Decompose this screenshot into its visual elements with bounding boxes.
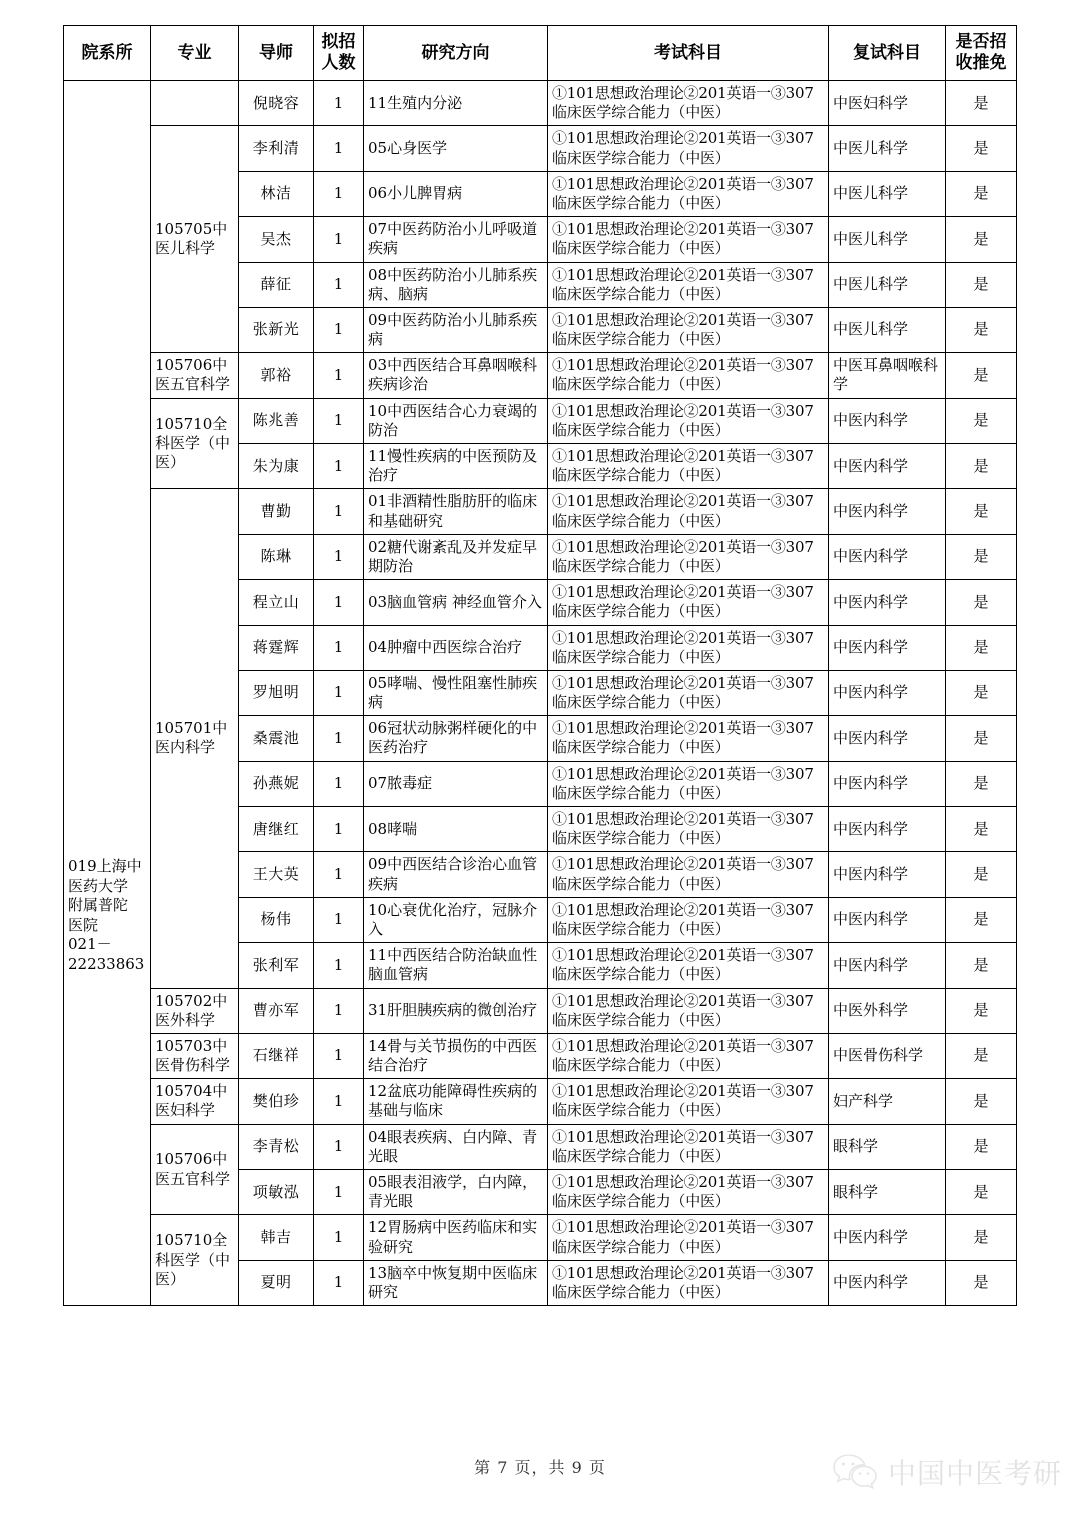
cell-advisor: 王大英	[239, 852, 314, 897]
cell-retest-subject: 中医内科学	[829, 761, 946, 806]
cell-advisor: 夏明	[239, 1260, 314, 1305]
table-row	[64, 353, 1017, 398]
cell-quota: 1	[314, 1033, 364, 1078]
table-header-row	[64, 26, 1017, 81]
cell-recommend-flag: 是	[946, 307, 1017, 352]
cell-recommend-flag: 是	[946, 807, 1017, 852]
cell-research-direction: 31肝胆胰疾病的微创治疗	[364, 988, 548, 1033]
table-row	[64, 988, 1017, 1033]
cell-recommend-flag: 是	[946, 1260, 1017, 1305]
cell-retest-subject: 中医儿科学	[829, 262, 946, 307]
cell-recommend-flag: 是	[946, 1170, 1017, 1215]
cell-advisor: 唐继红	[239, 807, 314, 852]
dept-spacer	[68, 412, 146, 857]
cell-exam-subjects: ①101思想政治理论②201英语一③307临床医学综合能力（中医）	[548, 1033, 829, 1078]
cell-exam-subjects: ①101思想政治理论②201英语一③307临床医学综合能力（中医）	[548, 262, 829, 307]
cell-retest-subject: 眼科学	[829, 1170, 946, 1215]
cell-recommend-flag: 是	[946, 897, 1017, 942]
cell-advisor: 蒋霆辉	[239, 625, 314, 670]
admissions-table-container	[63, 25, 1016, 1306]
cell-advisor: 李利清	[239, 126, 314, 171]
cell-department	[64, 81, 151, 1306]
cell-advisor: 曹勤	[239, 489, 314, 534]
cell-recommend-flag: 是	[946, 761, 1017, 806]
cell-recommend-flag: 是	[946, 670, 1017, 715]
cell-exam-subjects: ①101思想政治理论②201英语一③307临床医学综合能力（中医）	[548, 1260, 829, 1305]
cell-retest-subject: 中医内科学	[829, 897, 946, 942]
cell-retest-subject: 中医内科学	[829, 489, 946, 534]
cell-research-direction: 11生殖内分泌	[364, 81, 548, 126]
column-header-recommend-line1: 是否招	[955, 32, 1007, 53]
table-row	[64, 126, 1017, 171]
cell-advisor: 曹亦军	[239, 988, 314, 1033]
cell-major: 105706中医五官科学	[151, 353, 239, 398]
cell-retest-subject: 中医儿科学	[829, 171, 946, 216]
cell-retest-subject: 中医内科学	[829, 1260, 946, 1305]
cell-quota: 1	[314, 1170, 364, 1215]
cell-research-direction: 09中医药防治小儿肺系疾病	[364, 307, 548, 352]
cell-exam-subjects: ①101思想政治理论②201英语一③307临床医学综合能力（中医）	[548, 670, 829, 715]
cell-retest-subject: 中医骨伤科学	[829, 1033, 946, 1078]
cell-recommend-flag: 是	[946, 489, 1017, 534]
cell-advisor: 林洁	[239, 171, 314, 216]
cell-retest-subject: 中医内科学	[829, 1215, 946, 1260]
cell-advisor: 张利军	[239, 943, 314, 988]
cell-recommend-flag: 是	[946, 262, 1017, 307]
cell-advisor: 石继祥	[239, 1033, 314, 1078]
cell-quota: 1	[314, 1260, 364, 1305]
cell-retest-subject: 中医耳鼻咽喉科学	[829, 353, 946, 398]
column-header-recommend	[946, 26, 1017, 81]
cell-exam-subjects: ①101思想政治理论②201英语一③307临床医学综合能力（中医）	[548, 988, 829, 1033]
cell-recommend-flag: 是	[946, 81, 1017, 126]
cell-advisor: 朱为康	[239, 444, 314, 489]
cell-retest-subject: 中医内科学	[829, 670, 946, 715]
cell-recommend-flag: 是	[946, 716, 1017, 761]
cell-advisor: 程立山	[239, 580, 314, 625]
admissions-catalog-table	[63, 25, 1017, 1306]
watermark	[832, 1452, 1062, 1492]
cell-retest-subject: 中医内科学	[829, 580, 946, 625]
cell-quota: 1	[314, 398, 364, 443]
cell-quota: 1	[314, 625, 364, 670]
cell-advisor: 倪晓容	[239, 81, 314, 126]
cell-advisor: 吴杰	[239, 217, 314, 262]
cell-advisor: 项敏泓	[239, 1170, 314, 1215]
cell-research-direction: 04肿瘤中西医综合治疗	[364, 625, 548, 670]
cell-exam-subjects: ①101思想政治理论②201英语一③307临床医学综合能力（中医）	[548, 580, 829, 625]
column-header-retest-subjects: 复试科目	[829, 26, 946, 81]
cell-research-direction: 10心衰优化治疗，冠脉介入	[364, 897, 548, 942]
cell-research-direction: 12胃肠病中医药临床和实验研究	[364, 1215, 548, 1260]
cell-quota: 1	[314, 807, 364, 852]
cell-recommend-flag: 是	[946, 943, 1017, 988]
cell-advisor: 罗旭明	[239, 670, 314, 715]
column-header-exam-subjects: 考试科目	[548, 26, 829, 81]
cell-major: 105706中医五官科学	[151, 1124, 239, 1215]
cell-research-direction: 07脓毒症	[364, 761, 548, 806]
cell-advisor: 张新光	[239, 307, 314, 352]
cell-exam-subjects: ①101思想政治理论②201英语一③307临床医学综合能力（中医）	[548, 444, 829, 489]
cell-retest-subject: 妇产科学	[829, 1079, 946, 1124]
cell-research-direction: 11慢性疾病的中医预防及治疗	[364, 444, 548, 489]
cell-research-direction: 09中西医结合诊治心血管疾病	[364, 852, 548, 897]
cell-research-direction: 05哮喘、慢性阻塞性肺疾病	[364, 670, 548, 715]
department-name-line: 附属普陀	[68, 896, 129, 915]
cell-advisor: 孙燕妮	[239, 761, 314, 806]
cell-major: 105703中医骨伤科学	[151, 1033, 239, 1078]
cell-advisor: 薛征	[239, 262, 314, 307]
cell-advisor: 陈琳	[239, 534, 314, 579]
cell-retest-subject: 中医儿科学	[829, 217, 946, 262]
cell-quota: 1	[314, 988, 364, 1033]
watermark-text: 中国中医考研	[887, 1457, 1062, 1490]
cell-major: 105702中医外科学	[151, 988, 239, 1033]
cell-exam-subjects: ①101思想政治理论②201英语一③307临床医学综合能力（中医）	[548, 353, 829, 398]
column-header-quota-line1: 拟招	[321, 32, 356, 53]
cell-research-direction: 01非酒精性脂肪肝的临床和基础研究	[364, 489, 548, 534]
table-row	[64, 1215, 1017, 1260]
cell-recommend-flag: 是	[946, 126, 1017, 171]
column-header-research-direction: 研究方向	[364, 26, 548, 81]
cell-research-direction: 04眼表疾病、白内障、青光眼	[364, 1124, 548, 1169]
cell-quota: 1	[314, 897, 364, 942]
department-name	[68, 857, 146, 974]
cell-major: 105710全科医学（中医）	[151, 398, 239, 489]
cell-exam-subjects: ①101思想政治理论②201英语一③307临床医学综合能力（中医）	[548, 1215, 829, 1260]
table-row	[64, 398, 1017, 443]
cell-research-direction: 13脑卒中恢复期中医临床研究	[364, 1260, 548, 1305]
cell-exam-subjects: ①101思想政治理论②201英语一③307临床医学综合能力（中医）	[548, 1124, 829, 1169]
cell-advisor: 韩吉	[239, 1215, 314, 1260]
cell-research-direction: 02糖代谢紊乱及并发症早期防治	[364, 534, 548, 579]
cell-advisor: 李青松	[239, 1124, 314, 1169]
cell-exam-subjects: ①101思想政治理论②201英语一③307临床医学综合能力（中医）	[548, 534, 829, 579]
cell-exam-subjects: ①101思想政治理论②201英语一③307临床医学综合能力（中医）	[548, 897, 829, 942]
cell-exam-subjects: ①101思想政治理论②201英语一③307临床医学综合能力（中医）	[548, 307, 829, 352]
cell-research-direction: 14骨与关节损伤的中西医结合治疗	[364, 1033, 548, 1078]
cell-exam-subjects: ①101思想政治理论②201英语一③307临床医学综合能力（中医）	[548, 852, 829, 897]
department-name-line: 22233863	[68, 954, 145, 973]
cell-retest-subject: 中医妇科学	[829, 81, 946, 126]
cell-recommend-flag: 是	[946, 1079, 1017, 1124]
cell-recommend-flag: 是	[946, 353, 1017, 398]
cell-retest-subject: 中医内科学	[829, 807, 946, 852]
cell-exam-subjects: ①101思想政治理论②201英语一③307临床医学综合能力（中医）	[548, 81, 829, 126]
cell-advisor: 桑震池	[239, 716, 314, 761]
cell-exam-subjects: ①101思想政治理论②201英语一③307临床医学综合能力（中医）	[548, 1170, 829, 1215]
cell-recommend-flag: 是	[946, 1215, 1017, 1260]
cell-recommend-flag: 是	[946, 1124, 1017, 1169]
cell-major	[151, 81, 239, 126]
cell-retest-subject: 中医外科学	[829, 988, 946, 1033]
cell-retest-subject: 中医儿科学	[829, 126, 946, 171]
cell-quota: 1	[314, 580, 364, 625]
cell-research-direction: 11中西医结合防治缺血性脑血管病	[364, 943, 548, 988]
column-header-advisor: 导师	[239, 26, 314, 81]
table-row	[64, 81, 1017, 126]
department-name-line: 019上海中	[68, 857, 142, 876]
cell-recommend-flag: 是	[946, 988, 1017, 1033]
cell-exam-subjects: ①101思想政治理论②201英语一③307临床医学综合能力（中医）	[548, 398, 829, 443]
table-row	[64, 1079, 1017, 1124]
cell-research-direction: 08中医药防治小儿肺系疾病、脑病	[364, 262, 548, 307]
cell-retest-subject: 眼科学	[829, 1124, 946, 1169]
cell-major: 105710全科医学（中医）	[151, 1215, 239, 1306]
column-header-quota	[314, 26, 364, 81]
cell-quota: 1	[314, 943, 364, 988]
cell-quota: 1	[314, 171, 364, 216]
cell-quota: 1	[314, 670, 364, 715]
cell-retest-subject: 中医儿科学	[829, 307, 946, 352]
cell-quota: 1	[314, 307, 364, 352]
table-row	[64, 1124, 1017, 1169]
cell-recommend-flag: 是	[946, 580, 1017, 625]
table-row	[64, 1033, 1017, 1078]
cell-quota: 1	[314, 716, 364, 761]
cell-quota: 1	[314, 81, 364, 126]
cell-retest-subject: 中医内科学	[829, 534, 946, 579]
cell-exam-subjects: ①101思想政治理论②201英语一③307临床医学综合能力（中医）	[548, 625, 829, 670]
cell-retest-subject: 中医内科学	[829, 444, 946, 489]
cell-exam-subjects: ①101思想政治理论②201英语一③307临床医学综合能力（中医）	[548, 807, 829, 852]
department-name-line: 021－	[68, 935, 112, 954]
table-row	[64, 489, 1017, 534]
cell-major: 105705中医儿科学	[151, 126, 239, 353]
cell-exam-subjects: ①101思想政治理论②201英语一③307临床医学综合能力（中医）	[548, 943, 829, 988]
cell-research-direction: 07中医药防治小儿呼吸道疾病	[364, 217, 548, 262]
cell-recommend-flag: 是	[946, 217, 1017, 262]
cell-research-direction: 08哮喘	[364, 807, 548, 852]
cell-retest-subject: 中医内科学	[829, 398, 946, 443]
cell-retest-subject: 中医内科学	[829, 943, 946, 988]
cell-advisor: 樊伯珍	[239, 1079, 314, 1124]
column-header-quota-line2: 人数	[321, 53, 356, 73]
page-footer: 第 7 页，共 9 页	[474, 1458, 606, 1477]
cell-quota: 1	[314, 262, 364, 307]
cell-retest-subject: 中医内科学	[829, 625, 946, 670]
cell-quota: 1	[314, 1215, 364, 1260]
cell-research-direction: 06冠状动脉粥样硬化的中医药治疗	[364, 716, 548, 761]
cell-quota: 1	[314, 217, 364, 262]
cell-research-direction: 10中西医结合心力衰竭的防治	[364, 398, 548, 443]
cell-quota: 1	[314, 126, 364, 171]
cell-exam-subjects: ①101思想政治理论②201英语一③307临床医学综合能力（中医）	[548, 716, 829, 761]
cell-advisor: 陈兆善	[239, 398, 314, 443]
cell-exam-subjects: ①101思想政治理论②201英语一③307临床医学综合能力（中医）	[548, 126, 829, 171]
cell-quota: 1	[314, 444, 364, 489]
cell-exam-subjects: ①101思想政治理论②201英语一③307临床医学综合能力（中医）	[548, 761, 829, 806]
cell-quota: 1	[314, 761, 364, 806]
cell-advisor: 郭裕	[239, 353, 314, 398]
cell-recommend-flag: 是	[946, 625, 1017, 670]
cell-research-direction: 12盆底功能障碍性疾病的基础与临床	[364, 1079, 548, 1124]
wechat-icon	[832, 1452, 878, 1492]
cell-research-direction: 05心身医学	[364, 126, 548, 171]
cell-quota: 1	[314, 1079, 364, 1124]
cell-research-direction: 03中西医结合耳鼻咽喉科疾病诊治	[364, 353, 548, 398]
cell-research-direction: 06小儿脾胃病	[364, 171, 548, 216]
cell-advisor: 杨伟	[239, 897, 314, 942]
cell-major: 105701中医内科学	[151, 489, 239, 988]
department-name-line: 医药大学	[68, 876, 129, 895]
column-header-department: 院系所	[64, 26, 151, 81]
cell-recommend-flag: 是	[946, 534, 1017, 579]
cell-retest-subject: 中医内科学	[829, 716, 946, 761]
cell-exam-subjects: ①101思想政治理论②201英语一③307临床医学综合能力（中医）	[548, 489, 829, 534]
department-name-line: 医院	[68, 915, 99, 934]
cell-recommend-flag: 是	[946, 171, 1017, 216]
cell-research-direction: 05眼表泪液学，白内障，青光眼	[364, 1170, 548, 1215]
cell-quota: 1	[314, 534, 364, 579]
cell-quota: 1	[314, 852, 364, 897]
cell-exam-subjects: ①101思想政治理论②201英语一③307临床医学综合能力（中医）	[548, 171, 829, 216]
column-header-recommend-line2: 收推免	[955, 53, 1007, 73]
cell-recommend-flag: 是	[946, 1033, 1017, 1078]
cell-recommend-flag: 是	[946, 398, 1017, 443]
cell-retest-subject: 中医内科学	[829, 852, 946, 897]
cell-exam-subjects: ①101思想政治理论②201英语一③307临床医学综合能力（中医）	[548, 217, 829, 262]
cell-quota: 1	[314, 1124, 364, 1169]
cell-exam-subjects: ①101思想政治理论②201英语一③307临床医学综合能力（中医）	[548, 1079, 829, 1124]
cell-quota: 1	[314, 353, 364, 398]
cell-recommend-flag: 是	[946, 852, 1017, 897]
table-body	[64, 81, 1017, 1306]
cell-quota: 1	[314, 489, 364, 534]
cell-major: 105704中医妇科学	[151, 1079, 239, 1124]
cell-research-direction: 03脑血管病 神经血管介入	[364, 580, 548, 625]
column-header-major: 专业	[151, 26, 239, 81]
cell-recommend-flag: 是	[946, 444, 1017, 489]
